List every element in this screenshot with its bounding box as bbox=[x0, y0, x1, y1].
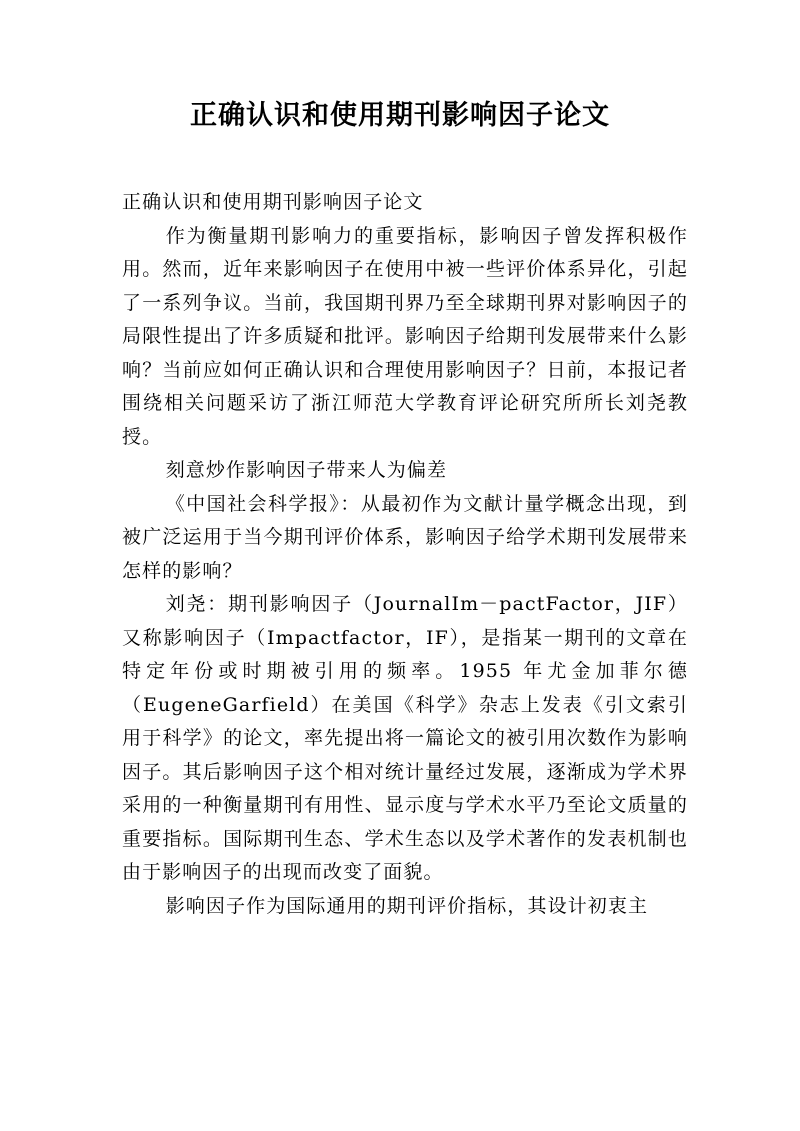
paragraph-intro: 作为衡量期刊影响力的重要指标，影响因子曾发挥积极作用。然而，近年来影响因子在使用中被一些评价体系异化，引起了一系列争议。当前，我国期刊界乃至全球期刊界对影响因子的局限性提出了许多质疑和批评。影响因子给期刊发展带来什么影响？当前应如何正确认识和合理使用影响因子？日前，本报记者围绕相关问题采访了浙江师范大学教育评论研究所所长刘尧教授。 bbox=[122, 224, 688, 448]
document-body bbox=[122, 186, 688, 923]
document-title: 正确认识和使用期刊影响因子论文 bbox=[190, 100, 610, 131]
paragraph-heading: 正确认识和使用期刊影响因子论文 bbox=[122, 191, 424, 213]
paragraph-question: 《中国社会科学报》：从最初作为文献计量学概念出现，到被广泛运用于当今期刊评价体系，影响因子给学术期刊发展带来怎样的影响？ bbox=[122, 492, 688, 582]
paragraph-answer: 刘尧：期刊影响因子（JournalIm－pactFactor，JIF）又称影响因子（Impactfactor，IF），是指某一期刊的文章在特定年份或时期被引用的频率。1955 年尤金加菲尔德（EugeneGarfield）在美国《科学》杂志上发表《引文索引用于科学》的论文，率先提出将一篇论文的被引用次数作为影响因子。其后影响因子这个相对统计量经过发展，逐渐成为学术界采用的一种衡量期刊有用性、显示度与学术水平乃至论文质量的重要指标。国际期刊生态、学术生态以及学术著作的发表机制也由于影响因子的出现而改变了面貌。 bbox=[122, 593, 688, 883]
paragraph-continuation: 影响因子作为国际通用的期刊评价指标，其设计初衷主 bbox=[165, 894, 649, 917]
section-heading: 刻意炒作影响因子带来人为偏差 bbox=[165, 459, 448, 481]
